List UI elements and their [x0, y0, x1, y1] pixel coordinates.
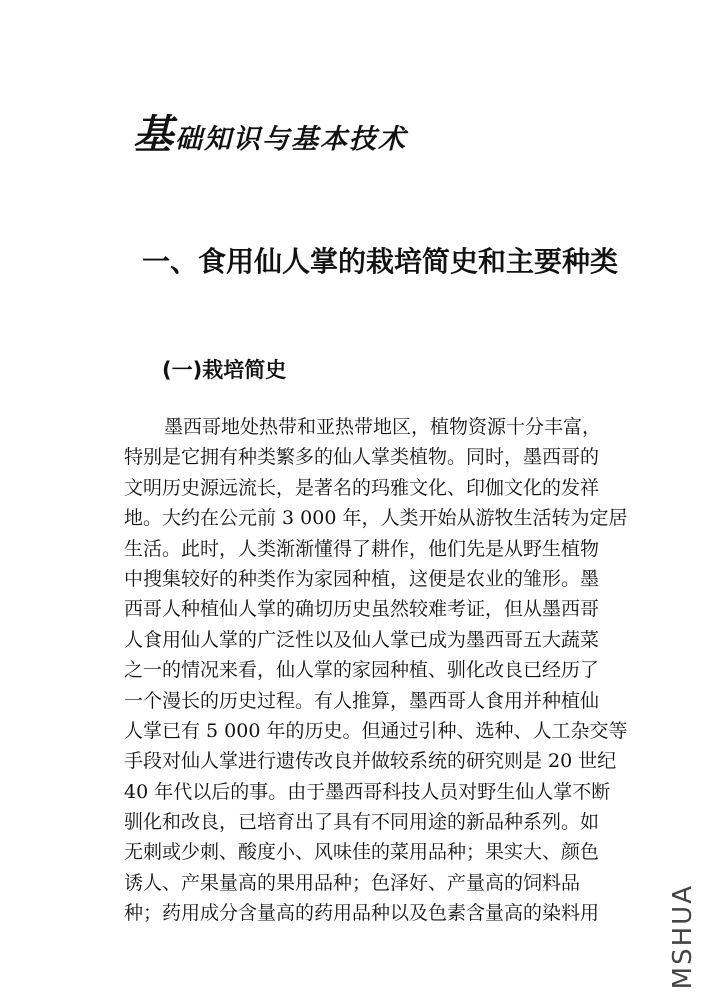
section-title: (一)栽培简史: [162, 358, 287, 382]
chapter-title: 一、食用仙人掌的栽培简史和主要种类: [142, 245, 619, 278]
paragraph-line: 文明历史源远流长，是著名的玛雅文化、印伽文化的发祥: [124, 476, 600, 499]
paragraph-line: 特别是它拥有种类繁多的仙人掌类植物。同时，墨西哥的: [124, 446, 600, 469]
paragraph-line: 40 年代以后的事。由于墨西哥科技人员对野生仙人掌不断: [124, 780, 611, 803]
paragraph-line: 之一的情况来看，仙人掌的家园种植、驯化改良已经历了: [124, 659, 600, 682]
running-title-rest: 础知识与基本技术: [175, 124, 407, 155]
paragraph-line: 生活。此时，人类渐渐懂得了耕作，他们先是从野生植物: [124, 537, 600, 560]
body-paragraph: [124, 412, 628, 929]
watermark: MSHUA: [668, 883, 698, 989]
paragraph-line: 手段对仙人掌进行遗传改良并做较系统的研究则是 20 世纪: [124, 750, 617, 773]
paragraph-line: 无刺或少刺、酸度小、风味佳的菜用品种；果实大、颜色: [124, 841, 600, 864]
paragraph-line: 地。大约在公元前 3 000 年，人类开始从游牧生活转为定居: [124, 507, 628, 530]
paragraph-line: 墨西哥地处热带和亚热带地区，植物资源十分丰富，: [164, 416, 602, 438]
paragraph-line: 一个漫长的历史过程。有人推算，墨西哥人食用并种植仙: [124, 689, 600, 712]
paragraph-line: 驯化和改良，已培育出了具有不同用途的新品种系列。如: [124, 811, 600, 834]
paragraph-line: 人掌已有 5 000 年的历史。但通过引种、选种、人工杂交等: [124, 719, 628, 742]
paragraph-line: 人食用仙人掌的广泛性以及仙人掌已成为墨西哥五大蔬菜: [124, 628, 600, 651]
paragraph-line: 西哥人种植仙人掌的确切历史虽然较难考证，但从墨西哥: [124, 598, 600, 621]
running-title-initial: 基: [133, 111, 175, 158]
paragraph-line: 中搜集较好的种类作为家园种植，这便是农业的雏形。墨: [124, 567, 600, 590]
running-title: [133, 103, 407, 160]
paragraph-line: 诱人、产果量高的果用品种；色泽好、产量高的饲料品: [124, 871, 581, 894]
paragraph-line: 种；药用成分含量高的药用品种以及色素含量高的染料用: [124, 902, 600, 925]
